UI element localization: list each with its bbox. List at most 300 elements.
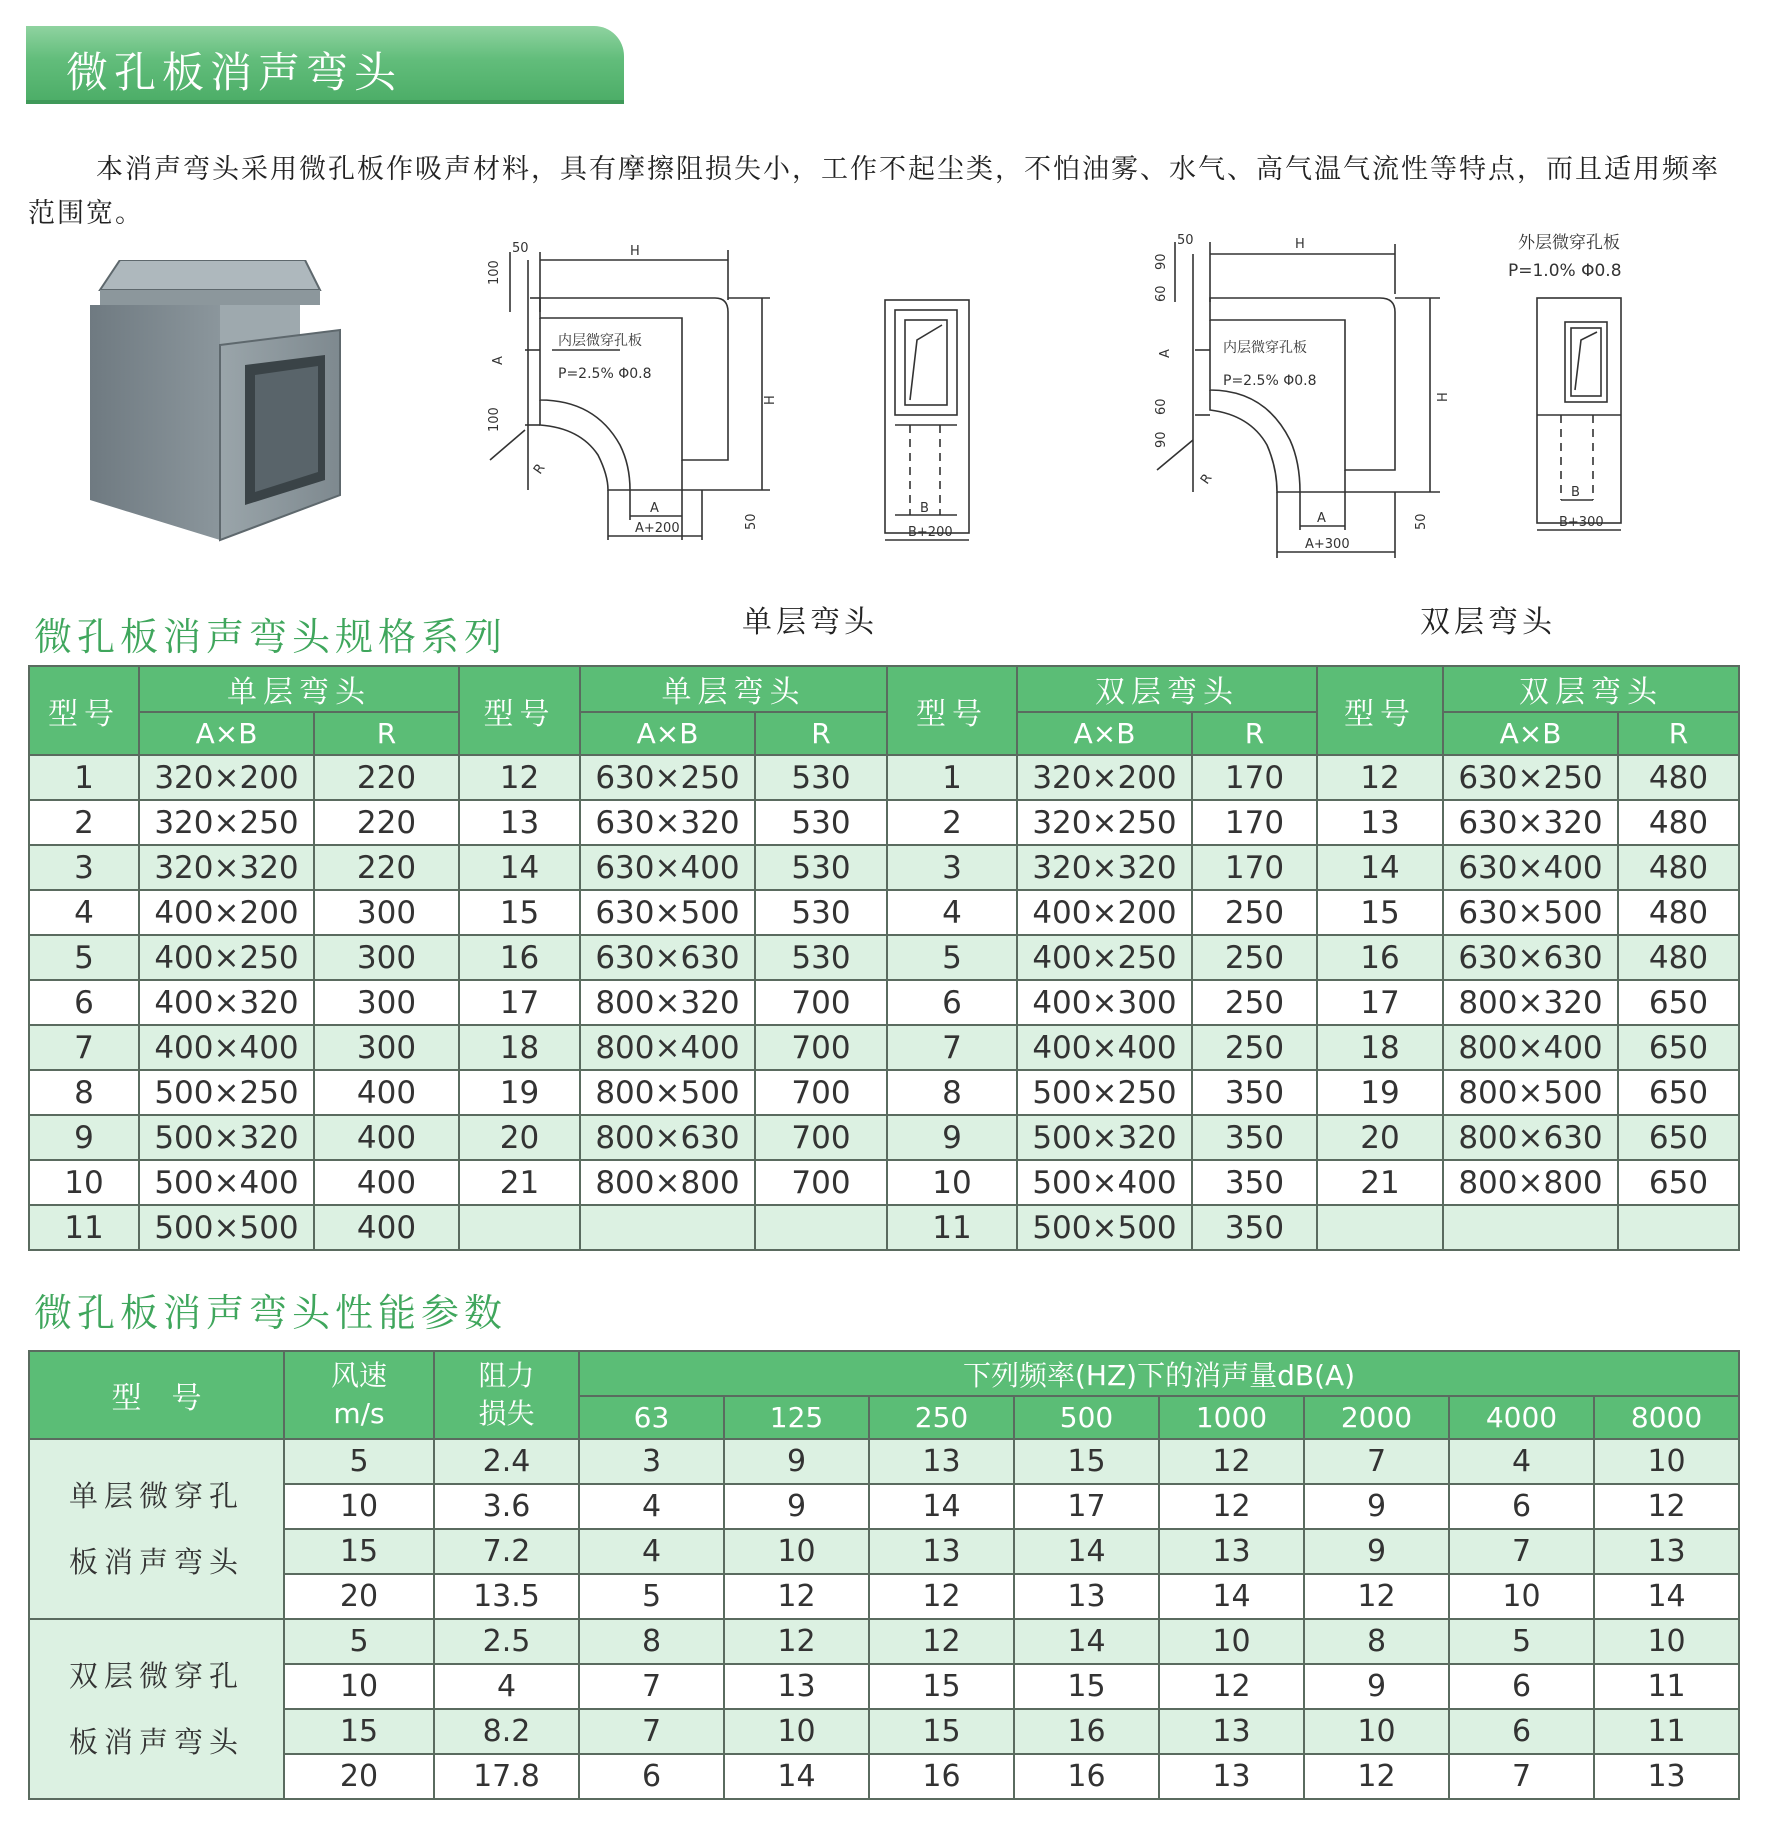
perf-cell: 12 (724, 1619, 869, 1664)
perf-cell: 13 (1159, 1754, 1304, 1799)
spec-cell: 630×630 (580, 935, 755, 980)
spec-cell: 1 (887, 755, 1017, 800)
perf-cell: 11 (1594, 1709, 1739, 1754)
perf-cell: 10 (284, 1664, 434, 1709)
spec-cell: 9 (887, 1115, 1017, 1160)
spec-cell: 530 (755, 890, 887, 935)
spec-cell: 9 (29, 1115, 139, 1160)
perf-cell: 16 (1014, 1754, 1159, 1799)
spec-cell: 7 (887, 1025, 1017, 1070)
spec-header-double: 双层弯头 (1017, 666, 1317, 712)
perf-cell: 7 (1304, 1439, 1449, 1484)
perf-cell: 14 (1159, 1574, 1304, 1619)
dim-100-bottom: 100 (487, 407, 502, 432)
spec-cell: 500×400 (139, 1160, 314, 1205)
spec-cell: 250 (1192, 890, 1317, 935)
inner-layer-label: 内层微穿孔板 (558, 333, 642, 349)
spec-cell: 530 (755, 845, 887, 890)
perf-cell: 14 (1014, 1619, 1159, 1664)
spec-cell: 15 (459, 890, 580, 935)
dim-a: A (1158, 349, 1173, 358)
perf-header-speed: 风速 m/s (284, 1351, 434, 1439)
spec-cell: 350 (1192, 1160, 1317, 1205)
perf-cell: 12 (869, 1619, 1014, 1664)
perf-cell: 5 (284, 1619, 434, 1664)
spec-header-double: 双层弯头 (1443, 666, 1739, 712)
perf-cell: 13 (1014, 1574, 1159, 1619)
perf-cell: 5 (1449, 1619, 1594, 1664)
perf-cell: 7 (1449, 1754, 1594, 1799)
perf-cell: 4 (434, 1664, 579, 1709)
spec-header-r: R (755, 712, 887, 755)
spec-cell: 350 (1192, 1115, 1317, 1160)
outer-layer-label: 外层微穿孔板 (1518, 233, 1620, 253)
perf-cell: 12 (1159, 1664, 1304, 1709)
spec-cell: 4 (29, 890, 139, 935)
perf-cell: 12 (1304, 1754, 1449, 1799)
perf-cell: 15 (869, 1709, 1014, 1754)
spec-cell: 320×320 (139, 845, 314, 890)
spec-cell: 700 (755, 1115, 887, 1160)
spec-cell: 3 (29, 845, 139, 890)
spec-cell: 250 (1192, 1025, 1317, 1070)
spec-cell: 14 (1317, 845, 1443, 890)
dim-50-right: 50 (1414, 513, 1429, 530)
perf-cell: 6 (1449, 1484, 1594, 1529)
spec-cell (580, 1205, 755, 1250)
spec-header-model: 型号 (29, 666, 139, 755)
perf-cell: 14 (724, 1754, 869, 1799)
perf-cell: 6 (1449, 1664, 1594, 1709)
spec-cell: 19 (1317, 1070, 1443, 1115)
spec-header-axb: A×B (580, 712, 755, 755)
spec-cell: 650 (1618, 1115, 1739, 1160)
spec-cell: 400×250 (139, 935, 314, 980)
spec-cell: 400×250 (1017, 935, 1192, 980)
spec-cell: 530 (755, 755, 887, 800)
spec-cell: 11 (29, 1205, 139, 1250)
spec-cell: 630×320 (1443, 800, 1618, 845)
perf-row (29, 1754, 1739, 1799)
spec-cell: 4 (887, 890, 1017, 935)
perf-cell: 3.6 (434, 1484, 579, 1529)
perf-cell: 12 (1594, 1484, 1739, 1529)
perf-cell: 2.5 (434, 1619, 579, 1664)
perf-cell: 17.8 (434, 1754, 579, 1799)
perf-cell: 15 (869, 1664, 1014, 1709)
perf-header-freq: 2000 (1304, 1396, 1449, 1439)
spec-cell: 800×400 (580, 1025, 755, 1070)
spec-cell: 800×500 (1443, 1070, 1618, 1115)
perf-cell: 9 (1304, 1664, 1449, 1709)
spec-cell: 400 (314, 1205, 459, 1250)
spec-cell: 800×500 (580, 1070, 755, 1115)
spec-cell: 800×800 (580, 1160, 755, 1205)
perf-cell: 9 (724, 1439, 869, 1484)
spec-cell: 630×400 (1443, 845, 1618, 890)
spec-cell: 630×500 (580, 890, 755, 935)
perf-cell: 13.5 (434, 1574, 579, 1619)
spec-cell: 400 (314, 1115, 459, 1160)
spec-cell: 350 (1192, 1205, 1317, 1250)
perf-cell: 16 (1014, 1709, 1159, 1754)
spec-cell: 3 (887, 845, 1017, 890)
spec-cell: 800×630 (1443, 1115, 1618, 1160)
spec-cell: 350 (1192, 1070, 1317, 1115)
spec-cell: 6 (29, 980, 139, 1025)
spec-cell: 500×250 (1017, 1070, 1192, 1115)
dim-b: B (920, 501, 929, 516)
perf-cell: 15 (284, 1529, 434, 1574)
inner-layer-label: 内层微穿孔板 (1223, 340, 1307, 356)
spec-cell: 2 (887, 800, 1017, 845)
spec-cell: 11 (887, 1205, 1017, 1250)
spec-cell: 6 (887, 980, 1017, 1025)
inner-layer-spec: P=2.5% Φ0.8 (558, 366, 652, 382)
perf-cell: 4 (579, 1484, 724, 1529)
dim-r: R (530, 461, 549, 478)
spec-header-r: R (314, 712, 459, 755)
spec-row (29, 755, 1739, 800)
spec-cell: 480 (1618, 755, 1739, 800)
perf-cell: 14 (1014, 1529, 1159, 1574)
spec-cell: 15 (1317, 890, 1443, 935)
dim-90-top: 90 (1154, 253, 1169, 270)
spec-header-single: 单层弯头 (580, 666, 887, 712)
spec-header-axb: A×B (1017, 712, 1192, 755)
perf-cell: 13 (869, 1439, 1014, 1484)
product-photo (90, 260, 360, 550)
dim-a: A (491, 356, 506, 365)
spec-row (29, 1070, 1739, 1115)
spec-cell: 630×250 (1443, 755, 1618, 800)
dim-50: 50 (1177, 233, 1194, 248)
caption-double-layer: 双层弯头 (1420, 605, 1556, 640)
spec-cell: 10 (29, 1160, 139, 1205)
spec-cell: 300 (314, 980, 459, 1025)
perf-cell: 14 (1594, 1574, 1739, 1619)
outer-layer-spec: P=1.0% Φ0.8 (1508, 261, 1622, 281)
dim-b-plus-300: B+300 (1559, 515, 1604, 530)
spec-header-axb: A×B (1443, 712, 1618, 755)
spec-table (28, 665, 1740, 1251)
spec-cell (755, 1205, 887, 1250)
spec-cell: 18 (1317, 1025, 1443, 1070)
perf-group-name: 单层微穿孔板消声弯头 (29, 1439, 284, 1619)
perf-header-freq: 250 (869, 1396, 1014, 1439)
title-banner (26, 26, 624, 100)
perf-cell: 20 (284, 1574, 434, 1619)
perf-cell: 10 (1449, 1574, 1594, 1619)
spec-cell: 21 (459, 1160, 580, 1205)
dim-a-plus-200: A+200 (635, 521, 680, 536)
spec-cell: 700 (755, 1160, 887, 1205)
perf-cell: 17 (1014, 1484, 1159, 1529)
spec-cell: 480 (1618, 890, 1739, 935)
dim-a-bottom: A (1317, 511, 1326, 526)
spec-cell: 400×200 (1017, 890, 1192, 935)
spec-cell: 400×320 (139, 980, 314, 1025)
spec-cell: 800×320 (1443, 980, 1618, 1025)
perf-cell: 13 (724, 1664, 869, 1709)
perf-row (29, 1664, 1739, 1709)
perf-cell: 9 (724, 1484, 869, 1529)
spec-cell: 20 (459, 1115, 580, 1160)
perf-row (29, 1619, 1739, 1664)
spec-cell: 13 (459, 800, 580, 845)
perf-cell: 2.4 (434, 1439, 579, 1484)
perf-cell: 7.2 (434, 1529, 579, 1574)
spec-cell: 800×320 (580, 980, 755, 1025)
dim-60-top: 60 (1154, 285, 1169, 302)
spec-cell: 320×200 (1017, 755, 1192, 800)
spec-cell: 18 (459, 1025, 580, 1070)
single-layer-drawing (470, 240, 990, 560)
perf-header-freq: 4000 (1449, 1396, 1594, 1439)
perf-cell: 3 (579, 1439, 724, 1484)
spec-cell: 12 (459, 755, 580, 800)
perf-cell: 12 (1159, 1484, 1304, 1529)
spec-cell: 16 (459, 935, 580, 980)
spec-row (29, 1160, 1739, 1205)
perf-header-frequency-title: 下列频率(HZ)下的消声量dB(A) (579, 1351, 1739, 1396)
intro-text: 本消声弯头采用微孔板作吸声材料，具有摩擦阻损失小，工作不起尘类，不怕油雾、水气、高气温气流性等特点，而且适用频率范围宽。 (28, 154, 1720, 229)
spec-header-model: 型号 (459, 666, 580, 755)
perf-cell: 10 (724, 1709, 869, 1754)
spec-cell: 2 (29, 800, 139, 845)
perf-cell: 12 (1304, 1574, 1449, 1619)
spec-cell: 17 (459, 980, 580, 1025)
perf-cell: 13 (1594, 1529, 1739, 1574)
spec-cell: 400 (314, 1070, 459, 1115)
spec-cell (1618, 1205, 1739, 1250)
spec-cell: 320×250 (1017, 800, 1192, 845)
spec-cell: 650 (1618, 980, 1739, 1025)
performance-table (28, 1350, 1740, 1800)
perf-cell: 5 (579, 1574, 724, 1619)
spec-cell: 530 (755, 800, 887, 845)
spec-cell: 300 (314, 935, 459, 980)
perf-cell: 15 (1014, 1664, 1159, 1709)
spec-cell: 170 (1192, 845, 1317, 890)
perf-header-freq: 8000 (1594, 1396, 1739, 1439)
dim-h: H (1295, 237, 1305, 252)
dim-h: H (630, 244, 640, 259)
perf-cell: 4 (579, 1529, 724, 1574)
spec-cell: 5 (29, 935, 139, 980)
spec-cell: 250 (1192, 935, 1317, 980)
spec-row (29, 845, 1739, 890)
perf-cell: 10 (724, 1529, 869, 1574)
perf-cell: 4 (1449, 1439, 1594, 1484)
perf-header-freq: 125 (724, 1396, 869, 1439)
page-title: 微孔板消声弯头 (66, 48, 403, 97)
spec-cell: 700 (755, 980, 887, 1025)
spec-cell: 630×320 (580, 800, 755, 845)
spec-cell: 500×320 (1017, 1115, 1192, 1160)
spec-cell: 21 (1317, 1160, 1443, 1205)
perf-cell: 7 (579, 1709, 724, 1754)
spec-cell: 700 (755, 1070, 887, 1115)
spec-header-axb: A×B (139, 712, 314, 755)
perf-cell: 10 (284, 1484, 434, 1529)
dim-a-plus-300: A+300 (1305, 537, 1350, 552)
spec-row (29, 800, 1739, 845)
spec-cell: 8 (887, 1070, 1017, 1115)
perf-cell: 15 (1014, 1439, 1159, 1484)
perf-group-name: 双层微穿孔板消声弯头 (29, 1619, 284, 1799)
perf-cell: 16 (869, 1754, 1014, 1799)
spec-row (29, 935, 1739, 980)
dim-a-bottom: A (650, 501, 659, 516)
perf-row (29, 1484, 1739, 1529)
perf-cell: 9 (1304, 1529, 1449, 1574)
spec-cell: 12 (1317, 755, 1443, 800)
perf-row (29, 1709, 1739, 1754)
spec-cell: 1 (29, 755, 139, 800)
perf-cell: 11 (1594, 1664, 1739, 1709)
dim-h-right: H (763, 395, 778, 405)
perf-header-freq: 63 (579, 1396, 724, 1439)
spec-cell: 19 (459, 1070, 580, 1115)
perf-section-title: 微孔板消声弯头性能参数 (34, 1291, 508, 1335)
spec-row (29, 890, 1739, 935)
perf-cell: 8.2 (434, 1709, 579, 1754)
perf-cell: 8 (579, 1619, 724, 1664)
spec-cell: 13 (1317, 800, 1443, 845)
perf-cell: 7 (579, 1664, 724, 1709)
perf-row (29, 1529, 1739, 1574)
perf-cell: 13 (869, 1529, 1014, 1574)
spec-cell: 630×500 (1443, 890, 1618, 935)
spec-cell: 400×200 (139, 890, 314, 935)
perf-header-freq: 1000 (1159, 1396, 1304, 1439)
dim-100-top: 100 (487, 260, 502, 285)
spec-cell: 500×400 (1017, 1160, 1192, 1205)
spec-cell: 480 (1618, 800, 1739, 845)
spec-cell: 220 (314, 845, 459, 890)
spec-cell: 800×630 (580, 1115, 755, 1160)
spec-cell: 250 (1192, 980, 1317, 1025)
spec-cell: 500×500 (1017, 1205, 1192, 1250)
spec-cell: 20 (1317, 1115, 1443, 1160)
perf-cell: 7 (1449, 1529, 1594, 1574)
spec-row (29, 980, 1739, 1025)
perf-cell: 13 (1159, 1709, 1304, 1754)
inner-layer-spec: P=2.5% Φ0.8 (1223, 373, 1317, 389)
spec-cell: 400×400 (139, 1025, 314, 1070)
spec-cell: 650 (1618, 1025, 1739, 1070)
spec-cell: 500×500 (139, 1205, 314, 1250)
spec-cell: 500×320 (139, 1115, 314, 1160)
spec-row (29, 1115, 1739, 1160)
spec-cell: 14 (459, 845, 580, 890)
spec-cell: 320×200 (139, 755, 314, 800)
spec-row (29, 1025, 1739, 1070)
spec-cell: 7 (29, 1025, 139, 1070)
dim-r: R (1197, 471, 1216, 488)
dim-b-plus-200: B+200 (908, 525, 953, 540)
dim-90-bottom: 90 (1154, 431, 1169, 448)
spec-cell: 220 (314, 800, 459, 845)
spec-cell: 300 (314, 1025, 459, 1070)
perf-cell: 6 (579, 1754, 724, 1799)
perf-cell: 13 (1159, 1529, 1304, 1574)
spec-cell: 630×250 (580, 755, 755, 800)
spec-cell: 480 (1618, 845, 1739, 890)
spec-cell: 16 (1317, 935, 1443, 980)
perf-cell: 14 (869, 1484, 1014, 1529)
dim-50: 50 (512, 241, 529, 256)
caption-single-layer: 单层弯头 (742, 605, 878, 640)
spec-cell: 170 (1192, 755, 1317, 800)
spec-cell: 530 (755, 935, 887, 980)
spec-cell: 630×630 (1443, 935, 1618, 980)
spec-header-r: R (1192, 712, 1317, 755)
perf-cell: 10 (1159, 1619, 1304, 1664)
spec-header-r: R (1618, 712, 1739, 755)
perf-cell: 12 (1159, 1439, 1304, 1484)
spec-cell: 650 (1618, 1160, 1739, 1205)
spec-cell (459, 1205, 580, 1250)
spec-header-model: 型号 (1317, 666, 1443, 755)
perf-cell: 6 (1449, 1709, 1594, 1754)
spec-cell: 400 (314, 1160, 459, 1205)
spec-cell: 10 (887, 1160, 1017, 1205)
perf-row (29, 1574, 1739, 1619)
perf-cell: 10 (1304, 1709, 1449, 1754)
perf-cell: 12 (869, 1574, 1014, 1619)
perf-cell: 8 (1304, 1619, 1449, 1664)
spec-cell: 800×800 (1443, 1160, 1618, 1205)
perf-cell: 15 (284, 1709, 434, 1754)
spec-row (29, 1205, 1739, 1250)
spec-cell: 170 (1192, 800, 1317, 845)
dim-b: B (1571, 485, 1580, 500)
perf-cell: 5 (284, 1439, 434, 1484)
double-layer-drawing (1135, 230, 1695, 570)
perf-header-model: 型 号 (29, 1351, 284, 1439)
spec-cell (1317, 1205, 1443, 1250)
perf-cell: 12 (724, 1574, 869, 1619)
spec-cell: 17 (1317, 980, 1443, 1025)
perf-row (29, 1439, 1739, 1484)
spec-cell: 320×250 (139, 800, 314, 845)
spec-cell: 400×400 (1017, 1025, 1192, 1070)
spec-cell: 500×250 (139, 1070, 314, 1115)
dim-h-right: H (1436, 392, 1451, 402)
spec-cell: 220 (314, 755, 459, 800)
perf-cell: 10 (1594, 1619, 1739, 1664)
dim-60-bottom: 60 (1154, 398, 1169, 415)
spec-cell (1443, 1205, 1618, 1250)
spec-cell: 800×400 (1443, 1025, 1618, 1070)
perf-cell: 20 (284, 1754, 434, 1799)
spec-header-model: 型号 (887, 666, 1017, 755)
spec-cell: 480 (1618, 935, 1739, 980)
perf-cell: 13 (1594, 1754, 1739, 1799)
spec-cell: 630×400 (580, 845, 755, 890)
spec-cell: 5 (887, 935, 1017, 980)
spec-cell: 400×300 (1017, 980, 1192, 1025)
perf-header-loss: 阻力 损失 (434, 1351, 579, 1439)
spec-cell: 8 (29, 1070, 139, 1115)
dim-50-right: 50 (744, 513, 759, 530)
spec-cell: 320×320 (1017, 845, 1192, 890)
perf-cell: 9 (1304, 1484, 1449, 1529)
perf-cell: 10 (1594, 1439, 1739, 1484)
spec-section-title: 微孔板消声弯头规格系列 (34, 615, 508, 659)
